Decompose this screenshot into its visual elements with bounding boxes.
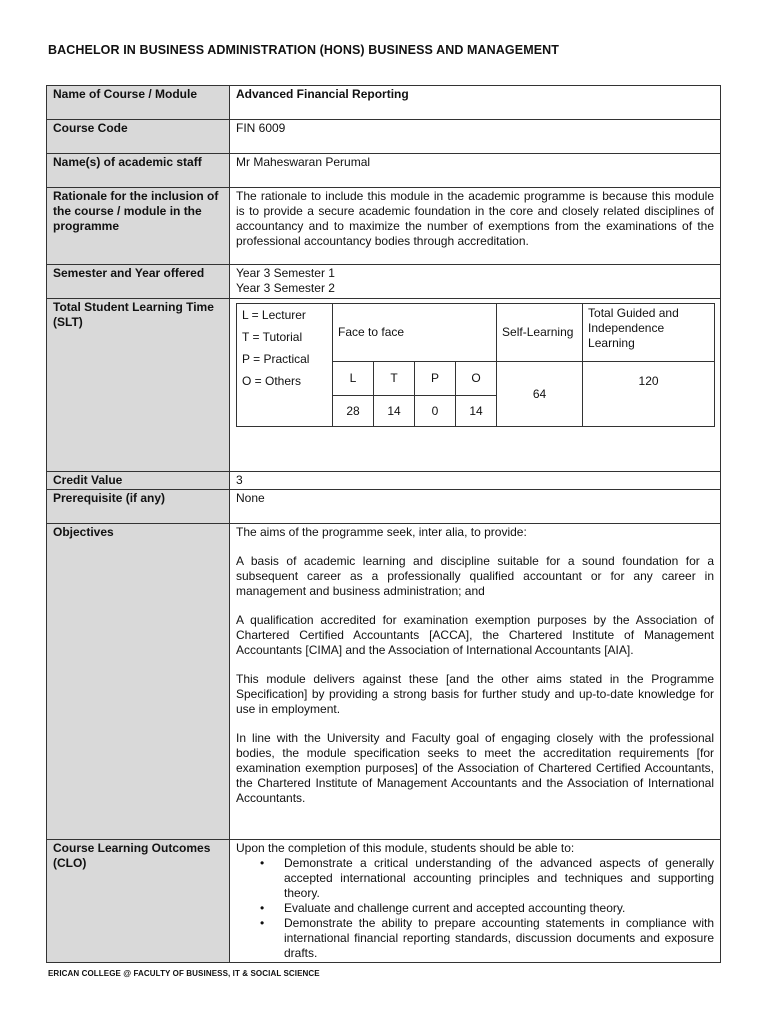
- value-o: 14: [456, 396, 497, 427]
- header-t: T: [374, 362, 415, 396]
- value-course-code: FIN 6009: [230, 120, 721, 154]
- semester-line: Year 3 Semester 1: [236, 266, 335, 280]
- row-semester: [47, 265, 721, 299]
- row-rationale: [47, 188, 721, 265]
- objectives-paragraph: A basis of academic learning and discipline suitable for a sound foundation for a subsequent career as a professionally qualified accountant or for any career in management and business administration; and: [236, 554, 714, 598]
- value-credit: 3: [230, 472, 721, 490]
- label-course-name: Name of Course / Module: [47, 86, 230, 120]
- value-p: 0: [415, 396, 456, 427]
- clo-text: Demonstrate a critical understanding of the advanced aspects of generally accepted international accounting principles and techniques and supporting theory.: [284, 856, 714, 900]
- value-objectives: [230, 524, 721, 840]
- value-course-name: Advanced Financial Reporting: [230, 86, 721, 120]
- label-staff: Name(s) of academic staff: [47, 154, 230, 188]
- slt-legend: [237, 304, 333, 427]
- total-learning-value: 120: [583, 362, 715, 427]
- row-course-code: [47, 120, 721, 154]
- header-p: P: [415, 362, 456, 396]
- page-footer: ERICAN COLLEGE @ FACULTY OF BUSINESS, IT & SOCIAL SCIENCE: [48, 969, 320, 978]
- label-course-code: Course Code: [47, 120, 230, 154]
- value-prerequisite: None: [230, 490, 721, 524]
- value-l: 28: [333, 396, 374, 427]
- value-rationale: The rationale to include this module in the academic programme is because this module is to provide a secure academic foundation in the core and closely related disciplines of accountancy and to maximize the number of exemptions from the examinations of the professional accountancy bodies through accreditation.: [230, 188, 721, 265]
- label-clo: Course Learning Outcomes (CLO): [47, 840, 230, 963]
- objectives-paragraph: A qualification accredited for examination exemption purposes by the Association of Chartered Certified Accountants [ACCA], the Chartered Institute of Management Accountants [CIMA] and the Association of International Accountants [AIA].: [236, 613, 714, 657]
- legend-others: O = Others: [242, 374, 302, 388]
- slt-table: [236, 303, 715, 427]
- course-info-table: [46, 85, 721, 963]
- value-clo: [230, 840, 721, 963]
- label-credit: Credit Value: [47, 472, 230, 490]
- row-staff: [47, 154, 721, 188]
- value-t: 14: [374, 396, 415, 427]
- objectives-paragraph: In line with the University and Faculty goal of engaging closely with the professional bodies, the module specification seeks to meet the accreditation requirements [for examination exemption purposes] of the Association of Chartered Certified Accountants, the Chartered Institute of Management Accountants and the Association of International Accountants.: [236, 731, 714, 805]
- value-slt: [230, 299, 721, 472]
- label-prerequisite: Prerequisite (if any): [47, 490, 230, 524]
- objectives-paragraph: This module delivers against these [and the other aims stated in the Programme Specification] by providing a strong basis for further study and up-to-date knowledge for use in employment.: [236, 672, 714, 716]
- value-staff: Mr Maheswaran Perumal: [230, 154, 721, 188]
- list-item: [260, 856, 714, 901]
- list-item: [260, 901, 714, 916]
- bullet-icon: •: [260, 856, 265, 870]
- bullet-icon: •: [260, 901, 265, 915]
- clo-text: Demonstrate the ability to prepare accounting statements in compliance with international financial reporting standards, discussion documents and exposure drafts.: [284, 916, 714, 960]
- self-learning-header: Self-Learning: [497, 304, 583, 362]
- row-slt: [47, 299, 721, 472]
- total-learning-header: Total Guided and Independence Learning: [583, 304, 715, 362]
- header-l: L: [333, 362, 374, 396]
- label-objectives: Objectives: [47, 524, 230, 840]
- row-prerequisite: [47, 490, 721, 524]
- bullet-icon: •: [260, 916, 265, 930]
- label-semester: Semester and Year offered: [47, 265, 230, 299]
- legend-lecturer: L = Lecturer: [242, 308, 306, 322]
- row-objectives: [47, 524, 721, 840]
- row-clo: [47, 840, 721, 963]
- self-learning-value: 64: [497, 362, 583, 427]
- header-o: O: [456, 362, 497, 396]
- legend-practical: P = Practical: [242, 352, 310, 366]
- clo-list: [236, 856, 714, 961]
- clo-intro: Upon the completion of this module, students should be able to:: [236, 841, 575, 855]
- value-semester: [230, 265, 721, 299]
- list-item: [260, 916, 714, 961]
- clo-text: Evaluate and challenge current and accepted accounting theory.: [284, 901, 626, 915]
- document-title: BACHELOR IN BUSINESS ADMINISTRATION (HONS) BUSINESS AND MANAGEMENT: [48, 43, 560, 57]
- label-rationale: Rationale for the inclusion of the course / module in the programme: [47, 188, 230, 265]
- objectives-paragraph: The aims of the programme seek, inter alia, to provide:: [236, 525, 527, 539]
- semester-line: Year 3 Semester 2: [236, 281, 335, 295]
- face-to-face-header: Face to face: [333, 304, 497, 362]
- row-course-name: [47, 86, 721, 120]
- label-slt: Total Student Learning Time (SLT): [47, 299, 230, 472]
- row-credit: [47, 472, 721, 490]
- legend-tutorial: T = Tutorial: [242, 330, 303, 344]
